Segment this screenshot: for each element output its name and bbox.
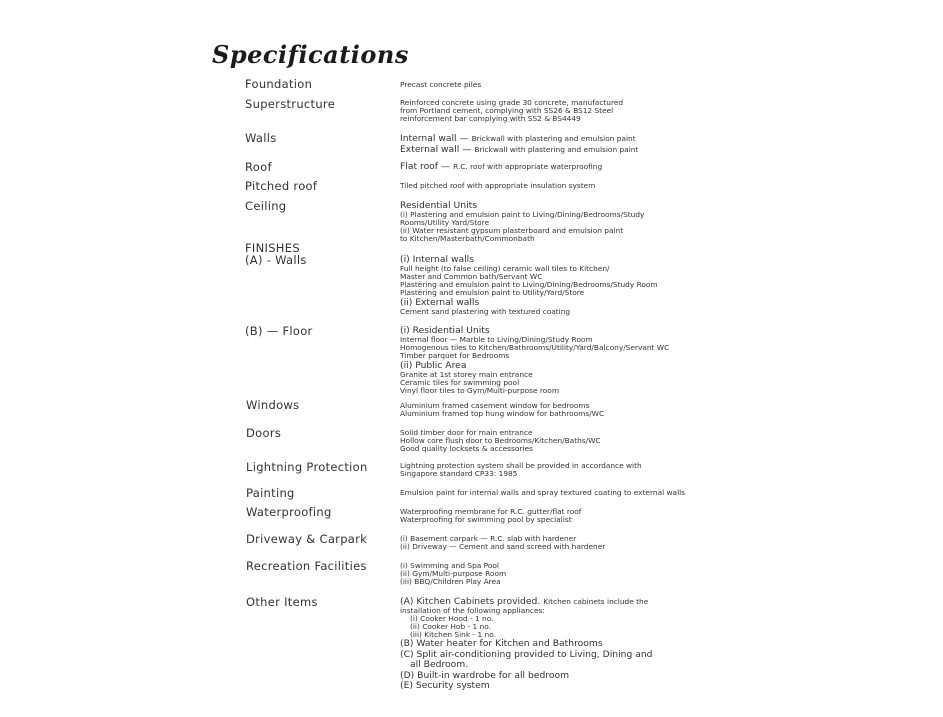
label-ceiling: Ceiling bbox=[245, 199, 287, 213]
value-line: Granite at 1st storey main entrance bbox=[400, 370, 533, 379]
label-roof: Roof bbox=[245, 160, 272, 174]
floor-head1: (i) Residential Units bbox=[400, 325, 490, 336]
value-line: (i) Basement carpark — R.C. slab with hardener bbox=[400, 534, 577, 543]
value-line: (ii) Cooker Hob - 1 no. bbox=[410, 622, 491, 631]
walls-external-text: Brickwall with plastering and emulsion paint bbox=[474, 145, 639, 154]
roof-text: R.C. roof with appropriate waterproofing bbox=[453, 162, 603, 171]
value-line: (C) Split air-conditioning provided to Living, Dining and bbox=[400, 648, 653, 660]
value-line: Plastering and emulsion paint to Living/Dining/Bedrooms/Study Room bbox=[400, 280, 658, 289]
value-painting bbox=[400, 489, 685, 497]
label-windows: Windows bbox=[246, 398, 300, 412]
value-line: (ii) Gym/Multi-purpose Room bbox=[400, 569, 507, 578]
value-line: reinforcement bar complying with SS2 & BS4449 bbox=[400, 114, 581, 123]
value-line: from Portland cement, complying with SS26 & BS12 Steel bbox=[400, 106, 614, 115]
value-line: Rooms/Utility Yard/Store bbox=[400, 218, 490, 227]
value-line: (D) Built-in wardrobe for all bedroom bbox=[400, 669, 570, 681]
value-line: installation of the following appliances: bbox=[400, 606, 545, 615]
value-lightning bbox=[400, 462, 642, 478]
value-line: Waterproofing membrane for R.C. gutter/flat roof bbox=[400, 507, 582, 516]
value-line: all Bedroom. bbox=[410, 659, 469, 670]
value-line: Lightning protection system shall be provided in accordance with bbox=[400, 461, 642, 470]
value-recreation bbox=[400, 562, 506, 586]
value-ceiling bbox=[400, 200, 644, 243]
value-superstructure bbox=[400, 99, 623, 123]
value-line: (i) Plastering and emulsion paint to Living/Dining/Bedrooms/Study bbox=[400, 210, 645, 219]
label-walls: Walls bbox=[245, 131, 277, 145]
value-line: (ii) Driveway — Cement and sand screed with hardener bbox=[400, 542, 606, 551]
other-a-head: (A) Kitchen Cabinets provided. bbox=[400, 596, 544, 607]
label-foundation: Foundation bbox=[245, 77, 313, 91]
walls-internal-head: Internal wall — bbox=[400, 133, 472, 144]
value-line: to Kitchen/Masterbath/Commonbath bbox=[400, 234, 535, 243]
label-doors: Doors bbox=[246, 426, 282, 440]
value-line: Homogenous tiles to Kitchen/Bathrooms/Utility/Yard/Balcony/Servant WC bbox=[400, 343, 670, 352]
label-other: Other Items bbox=[246, 595, 318, 609]
label-b-floor: (B) — Floor bbox=[245, 324, 313, 338]
value-walls bbox=[400, 133, 638, 155]
value-foundation bbox=[400, 81, 481, 89]
value-line: Reinforced concrete using grade 30 concrete, manufactured bbox=[400, 98, 624, 107]
value-line bbox=[400, 144, 638, 155]
value-line: Emulsion paint for internal walls and spray textured coating to external walls bbox=[400, 488, 686, 497]
value-walls-finishes bbox=[400, 254, 658, 316]
value-line: (ii) Water resistant gypsum plasterboard and emulsion paint bbox=[400, 226, 624, 235]
value-line: Internal floor — Marble to Living/Dining/Study Room bbox=[400, 335, 593, 344]
other-a-text: Kitchen cabinets include the bbox=[543, 597, 649, 606]
value-other bbox=[400, 597, 653, 692]
value-driveway bbox=[400, 535, 605, 551]
label-waterproofing: Waterproofing bbox=[246, 505, 332, 519]
value-line: Solid timber door for main entrance bbox=[400, 428, 533, 437]
value-roof bbox=[400, 163, 602, 171]
value-line bbox=[400, 133, 638, 144]
value-line: Aluminium framed casement window for bedrooms bbox=[400, 401, 590, 410]
walls-a-head2: (ii) External walls bbox=[400, 297, 480, 308]
value-pitched-roof: Tiled pitched roof with appropriate insulation system bbox=[400, 181, 596, 190]
value-line: Master and Common bath/Servant WC bbox=[400, 272, 543, 281]
walls-a-head1: (i) Internal walls bbox=[400, 254, 475, 265]
value-line: Timber parquet for Bedrooms bbox=[400, 351, 510, 360]
value-line: Singapore standard CP33: 1985 bbox=[400, 469, 518, 478]
label-superstructure: Superstructure bbox=[245, 97, 336, 111]
walls-internal-text: Brickwall with plastering and emulsion paint bbox=[471, 134, 636, 143]
label-pitched-roof: Pitched roof bbox=[245, 179, 318, 193]
value-line: Vinyl floor tiles to Gym/Multi-purpose room bbox=[400, 386, 560, 395]
value-floor bbox=[400, 325, 669, 395]
value-line: (E) Security system bbox=[400, 680, 490, 691]
value-line: (B) Water heater for Kitchen and Bathrooms bbox=[400, 638, 603, 649]
label-finishes: FINISHES bbox=[245, 241, 300, 255]
value-line: Precast concrete piles bbox=[400, 80, 482, 89]
value-line: (iii) BBQ/Children Play Area bbox=[400, 577, 501, 586]
label-lightning: Lightning Protection bbox=[246, 460, 368, 474]
value-waterproofing bbox=[400, 508, 581, 524]
value-line: Aluminium framed top hung window for bathrooms/WC bbox=[400, 409, 605, 418]
value-line: Plastering and emulsion paint to Utility/Yard/Store bbox=[400, 288, 585, 297]
value-line: Full height (to false ceiling) ceramic wall tiles to Kitchen/ bbox=[400, 264, 610, 273]
value-line: (i) Swimming and Spa Pool bbox=[400, 561, 499, 570]
value-line: Waterproofing for swimming pool by specialist bbox=[400, 515, 572, 524]
value-line: (iii) Kitchen Sink - 1 no. bbox=[410, 630, 496, 639]
ceiling-head: Residential Units bbox=[400, 200, 478, 211]
label-painting: Painting bbox=[246, 486, 295, 500]
value-windows bbox=[400, 402, 604, 418]
floor-head2: (ii) Public Area bbox=[400, 360, 467, 371]
value-line: (i) Cooker Hood - 1 no. bbox=[410, 614, 494, 623]
value-line: Cement sand plastering with textured coating bbox=[400, 307, 571, 316]
value-line: Hollow core flush door to Bedrooms/Kitchen/Baths/WC bbox=[400, 436, 601, 445]
label-driveway: Driveway & Carpark bbox=[246, 532, 368, 546]
page-title: Specifications bbox=[212, 40, 409, 69]
roof-head: Flat roof — bbox=[400, 161, 454, 172]
label-a-walls: (A) - Walls bbox=[245, 253, 307, 267]
walls-external-head: External wall — bbox=[400, 144, 475, 155]
value-doors bbox=[400, 429, 601, 453]
value-line: Ceramic tiles for swimming pool bbox=[400, 378, 520, 387]
value-line: Good quality locksets & accessories bbox=[400, 444, 533, 453]
label-recreation: Recreation Facilities bbox=[246, 559, 367, 573]
